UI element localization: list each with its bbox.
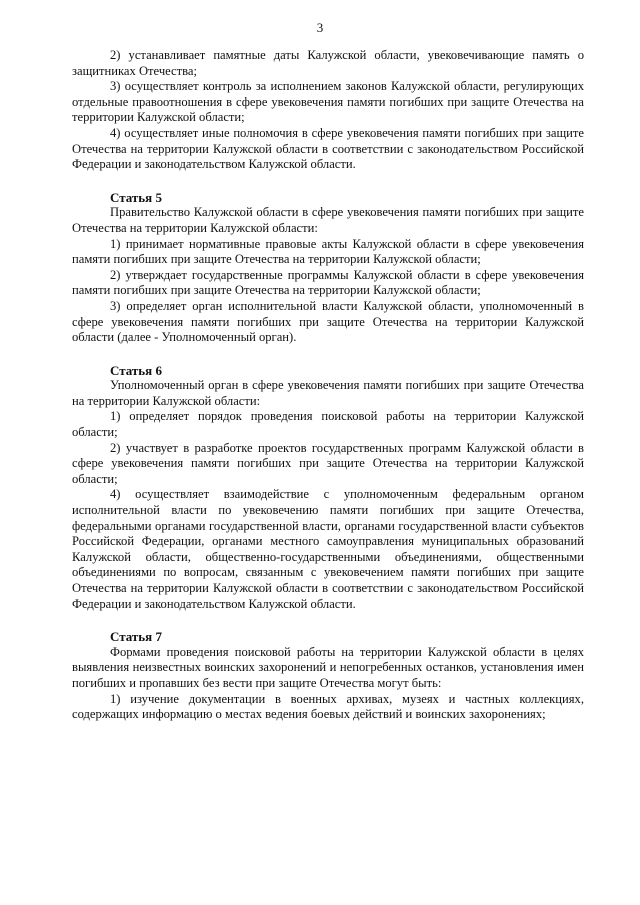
article-6-item-2: 2) участвует в разработке проектов государственных программ Калужской области в сфере увековечения памяти погибших при защите Отечества на территории Калужской области;: [72, 440, 584, 486]
article-5-lead: Правительство Калужской области в сфере увековечения памяти погибших при защите Отечества на территории Калужской области:: [72, 205, 584, 235]
article-6-item-1: 1) определяет порядок проведения поисковой работы на территории Калужской области;: [72, 409, 584, 440]
article-7-item-1: 1) изучение документации в военных архивах, музеях и частных коллекциях, содержащих информацию о местах ведения боевых действий и воинских захоронениях;: [72, 691, 584, 722]
article-5-heading: Статья 5: [110, 189, 162, 205]
article-5-item-3: 3) определяет орган исполнительной власти Калужской области, уполномоченный в сфере увековечения памяти погибших при защите Отечества на территории Калужской области (далее - Уполномоченный орган).: [72, 298, 584, 345]
page-number: 3: [316, 20, 324, 35]
document-body: [72, 48, 584, 723]
article-5-item-2: 2) утверждает государственные программы Калужской области в сфере увековечения памяти погибших при защите Отечества на территории Калужской области;: [72, 267, 584, 298]
intro-item-2: 2) устанавливает памятные даты Калужской области, увековечивающие память о защитниках Отечества;: [72, 48, 584, 78]
article-5-item-1: 1) принимает нормативные правовые акты Калужской области в сфере увековечения памяти погибших при защите Отечества на территории Калужской области;: [72, 236, 584, 267]
article-6-heading: Статья 6: [110, 362, 162, 378]
intro-item-4: 4) осуществляет иные полномочия в сфере увековечения памяти погибших при защите Отечества на территории Калужской области в соответствии с законодательством Российской Федерации и законодательством Калужской области.: [72, 125, 584, 172]
article-6-lead: Уполномоченный орган в сфере увековечения памяти погибших при защите Отечества на территории Калужской области:: [72, 378, 584, 408]
article-6-item-4: 4) осуществляет взаимодействие с уполномоченным федеральным органом исполнительной власти по увековечению памяти погибших при защите Отечества, федеральными органами государственной власти, органами государственной власти субъектов Российской Федерации, органами местного самоуправления муниципальных образований Калужской области, общественно-государственными объединениями, общественными объединениями по вопросам, связанным с увековечением памяти погибших при защите Отечества на территории Калужской области в соответствии с законодательством Российской Федерации и законодательством Калужской области.: [72, 487, 584, 611]
article-7-heading: Статья 7: [110, 629, 162, 645]
article-7-lead: Формами проведения поисковой работы на территории Калужской области в целях выявления неизвестных воинских захоронений и непогребенных останков, установления имен погибших и пропавших без вести при защите Отечества могут быть:: [72, 644, 584, 690]
intro-item-3: 3) осуществляет контроль за исполнением законов Калужской области, регулирующих отдельные правоотношения в сфере увековечения памяти погибших при защите Отечества на территории Калужской области;: [72, 79, 584, 125]
